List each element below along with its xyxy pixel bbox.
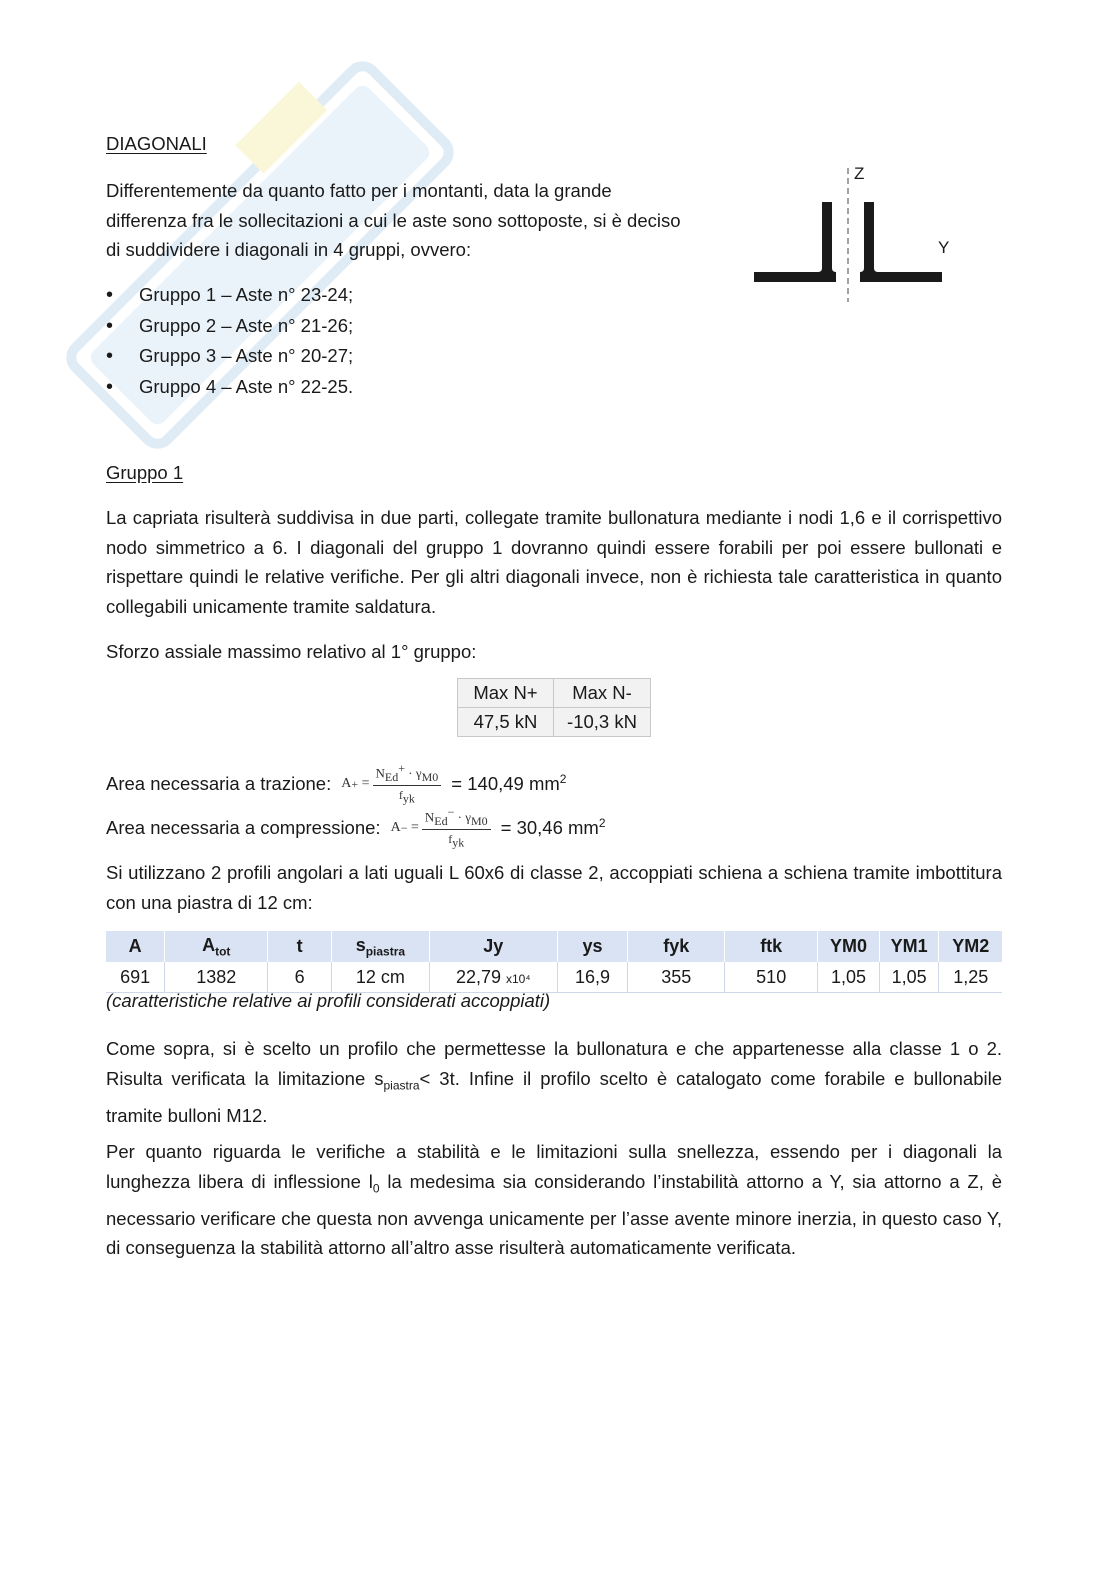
table-cell: 1382 (165, 962, 268, 993)
formula-symbol: − (400, 820, 408, 835)
table-header-cell: Jy (429, 931, 557, 962)
formula-result-exponent: 2 (598, 816, 606, 831)
traction-label: Area necessaria a trazione: (106, 773, 332, 794)
formula-symbol: A (341, 776, 352, 791)
formula-symbol: + (398, 761, 406, 776)
table-header-cell: Max N- (554, 679, 651, 708)
formula-symbol: A (390, 820, 401, 835)
list-item: • Gruppo 3 – Aste n° 20-27; (106, 341, 353, 372)
paragraph-text: la medesima sia considerando l’instabilità attorno a Y, sia attorno a Z, è necessario verificare che questa non avvenga unicamente per l’asse avente minore inerzia, in questo caso Y, di conseguenza la stabilità attorno all’altro asse risulterà automaticamente verificata. (106, 1170, 1002, 1259)
table-header-cell: YM1 (879, 931, 939, 962)
header-text: s (355, 934, 366, 955)
formula-result-text: = 140,49 mm (451, 773, 560, 795)
formula-numerator (422, 804, 491, 830)
table-row (458, 708, 651, 737)
table-cell: 1,05 (818, 962, 880, 993)
table-header-cell (331, 931, 429, 962)
formula-symbol: Ed (384, 770, 399, 785)
formula-symbol: yk (452, 835, 465, 850)
list-item: • Gruppo 4 – Aste n° 22-25. (106, 372, 353, 403)
group1-title: Gruppo 1 (106, 462, 184, 483)
double-angle-profile-figure (748, 160, 964, 306)
formula-symbol: + (351, 776, 359, 791)
traction-formula-line (106, 761, 567, 806)
group1-paragraph-4 (106, 1034, 1002, 1130)
table-header-cell: t (268, 931, 332, 962)
table-cell (429, 962, 557, 993)
formula-denominator (448, 830, 464, 851)
table-cell: 12 cm (331, 962, 429, 993)
table-header-cell: Max N+ (458, 679, 554, 708)
paragraph-text: < 3t. Infine il profilo scelto è catalogato come forabile e bullonabile tramite bulloni M12. (106, 1067, 1002, 1126)
list-item: • Gruppo 2 – Aste n° 21-26; (106, 311, 353, 342)
formula-fraction (422, 804, 491, 851)
compression-formula: A − = $\frac{N_{Ed}^- \cdot \gamma_{M0}}{f_{yk}}$ (391, 804, 491, 851)
table-header-row (106, 931, 1002, 962)
formula-symbol: Ed (434, 814, 448, 829)
group1-paragraph-2: Sforzo assiale massimo relativo al 1° gruppo: (106, 641, 477, 662)
formula-symbol: yk (402, 791, 415, 806)
header-subscript: tot (215, 944, 231, 959)
group1-paragraph-3: Si utilizzano 2 profili angolari a lati uguali L 60x6 di classe 2, accoppiati schiena a schiena tramite imbottitura con una piastra di 12 cm: (106, 862, 1002, 913)
paragraph-text: Come sopra, si è scelto un profilo che permettesse la bullonatura e che appartenesse alla classe 1 o 2. Risulta verificata la limitazione s (106, 1038, 1002, 1089)
table-header-cell: ftk (725, 931, 818, 962)
section-title: DIAGONALI (106, 133, 207, 154)
compression-result (501, 816, 606, 839)
table-cell: 510 (725, 962, 818, 993)
cell-unit: x10⁴ (506, 971, 531, 986)
compression-label: Area necessaria a compressione: (106, 817, 381, 838)
traction-result (451, 772, 566, 795)
table-header-cell (165, 931, 268, 962)
paragraph-subscript: 0 (372, 1181, 380, 1196)
table-cell: 16,9 (557, 962, 628, 993)
formula-symbol: N (424, 809, 435, 825)
table-caption: (caratteristiche relative ai profili considerati accoppiati) (106, 990, 551, 1011)
formula-numerator (373, 760, 442, 786)
table-cell: 1,25 (939, 962, 1002, 993)
table-header-cell: ys (557, 931, 628, 962)
table-cell: 1,05 (879, 962, 939, 993)
formula-symbol: M0 (421, 770, 439, 785)
formula-symbol: · γ (457, 809, 471, 825)
formula-result-text: = 30,46 mm (500, 817, 599, 839)
header-text: A (202, 934, 216, 955)
list-item: • Gruppo 1 – Aste n° 23-24; (106, 280, 353, 311)
header-subscript: piastra (365, 944, 406, 959)
table-row (458, 679, 651, 708)
formula-symbol: − (447, 805, 455, 820)
paragraph-text: Per quanto riguarda le verifiche a stabilità e le limitazioni sulla snellezza, essendo per i diagonali la lunghezza libera di inflessione l (106, 1141, 1002, 1192)
axis-z-label: Z (854, 164, 865, 183)
groups-list (106, 280, 353, 402)
intro-paragraph: Differentemente da quanto fatto per i montanti, data la grande differenza fra le sollecitazioni a cui le aste sono sottoposte, si è deciso di suddividere i diagonali in 4 gruppi, ovvero: (106, 180, 681, 260)
group1-paragraph-1: La capriata risulterà suddivisa in due parti, collegate tramite bullonatura mediante i nodi 1,6 e il corrispettivo nodo simmetrico a 6. I diagonali del gruppo 1 dovranno quindi essere forabili per poi essere bullonati e rispettare quindi le relative verifiche. Per gli altri diagonali invece, non è richiesta tale caratteristica in quanto collegabili unicamente tramite saldatura. (106, 507, 1002, 617)
formula-result-exponent: 2 (559, 772, 567, 787)
table-header-cell: A (106, 931, 165, 962)
group1-paragraph-5 (106, 1137, 1002, 1263)
formula-symbol: f (398, 788, 403, 803)
max-axial-force-table (457, 678, 651, 737)
compression-formula-line (106, 805, 606, 850)
axis-y-label: Y (938, 238, 950, 257)
formula-fraction (373, 760, 442, 807)
table-row (106, 962, 1002, 993)
profile-properties-table (106, 931, 1002, 993)
formula-symbol: f (448, 832, 453, 847)
table-cell: 691 (106, 962, 165, 993)
formula-symbol: N (375, 765, 385, 781)
table-cell: -10,3 kN (554, 708, 651, 737)
cell-value: 22,79 (455, 966, 501, 987)
paragraph-subscript: piastra (383, 1078, 420, 1093)
table-header-cell: fyk (628, 931, 725, 962)
traction-formula: A + = $\frac{N_{Ed}^+ \cdot \gamma_{M0}}{f_{yk}}$ (341, 760, 441, 807)
table-cell: 6 (268, 962, 332, 993)
formula-symbol: M0 (470, 814, 488, 829)
table-header-cell: YM0 (818, 931, 880, 962)
formula-symbol: · γ (408, 765, 422, 781)
table-cell: 355 (628, 962, 725, 993)
table-header-cell: YM2 (939, 931, 1002, 962)
table-cell: 47,5 kN (458, 708, 554, 737)
